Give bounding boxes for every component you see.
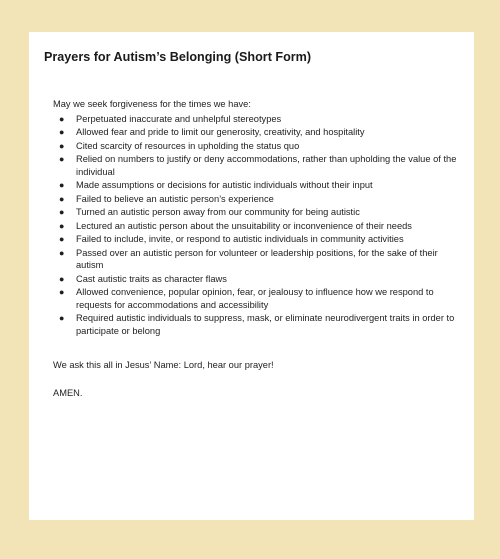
list-item-text: Cited scarcity of resources in upholding the status quo [76, 140, 300, 151]
list-item [53, 312, 460, 337]
bullet-icon: ● [59, 154, 65, 164]
list-item-text: Relied on numbers to justify or deny accommodations, rather than upholding the value of the individual [76, 154, 457, 177]
list-item-text: Allowed convenience, popular opinion, fear, or jealousy to influence how we respond to requests for accommodations and accessibility [76, 287, 434, 310]
list-item [53, 273, 460, 286]
list-item-text: Required autistic individuals to suppress, mask, or eliminate neurodivergent traits in order to participate or belong [76, 313, 455, 336]
list-item-text: Made assumptions or decisions for autistic individuals without their input [76, 180, 373, 190]
list-item-text: Allowed fear and pride to limit our generosity, creativity, and hospitality [76, 127, 365, 137]
bullet-icon: ● [59, 234, 65, 244]
document-page [29, 32, 474, 520]
list-item-text: Cast autistic traits as character flaws [76, 273, 227, 284]
list-item [53, 220, 460, 233]
list-item [53, 193, 460, 206]
bullet-icon: ● [59, 113, 65, 124]
prayer-list [53, 113, 460, 338]
list-item [53, 286, 460, 311]
bullet-icon: ● [59, 247, 65, 258]
list-item-text: Failed to believe an autistic person’s experience [76, 193, 274, 204]
intro-text: May we seek forgiveness for the times we have: [53, 99, 251, 109]
list-item-text: Turned an autistic person away from our community for being autistic [76, 207, 360, 217]
list-item [53, 126, 460, 139]
list-item [53, 140, 460, 153]
list-item [53, 206, 460, 219]
list-item [53, 113, 460, 126]
bullet-icon: ● [59, 140, 65, 151]
list-item-text: Passed over an autistic person for volunteer or leadership positions, for the sake of their autism [76, 247, 438, 270]
bullet-icon: ● [59, 287, 65, 297]
bullet-icon: ● [59, 313, 65, 323]
bullet-icon: ● [59, 207, 65, 217]
list-item [53, 247, 460, 272]
list-item-text: Perpetuated inaccurate and unhelpful stereotypes [76, 113, 282, 124]
bullet-icon: ● [59, 220, 65, 231]
list-item-text: Failed to include, invite, or respond to autistic individuals in community activities [76, 234, 404, 244]
document-title: Prayers for Autism’s Belonging (Short Form) [44, 50, 312, 64]
amen-text: AMEN. [53, 387, 83, 398]
list-item [53, 153, 460, 178]
bullet-icon: ● [59, 180, 65, 190]
list-item [53, 233, 460, 246]
bullet-icon: ● [59, 273, 65, 284]
closing-text: We ask this all in Jesus’ Name: Lord, hear our prayer! [53, 360, 274, 370]
bullet-icon: ● [59, 127, 65, 137]
list-item [53, 179, 460, 192]
list-item-text: Lectured an autistic person about the unsuitability or inconvenience of their needs [76, 220, 412, 231]
bullet-icon: ● [59, 193, 65, 204]
